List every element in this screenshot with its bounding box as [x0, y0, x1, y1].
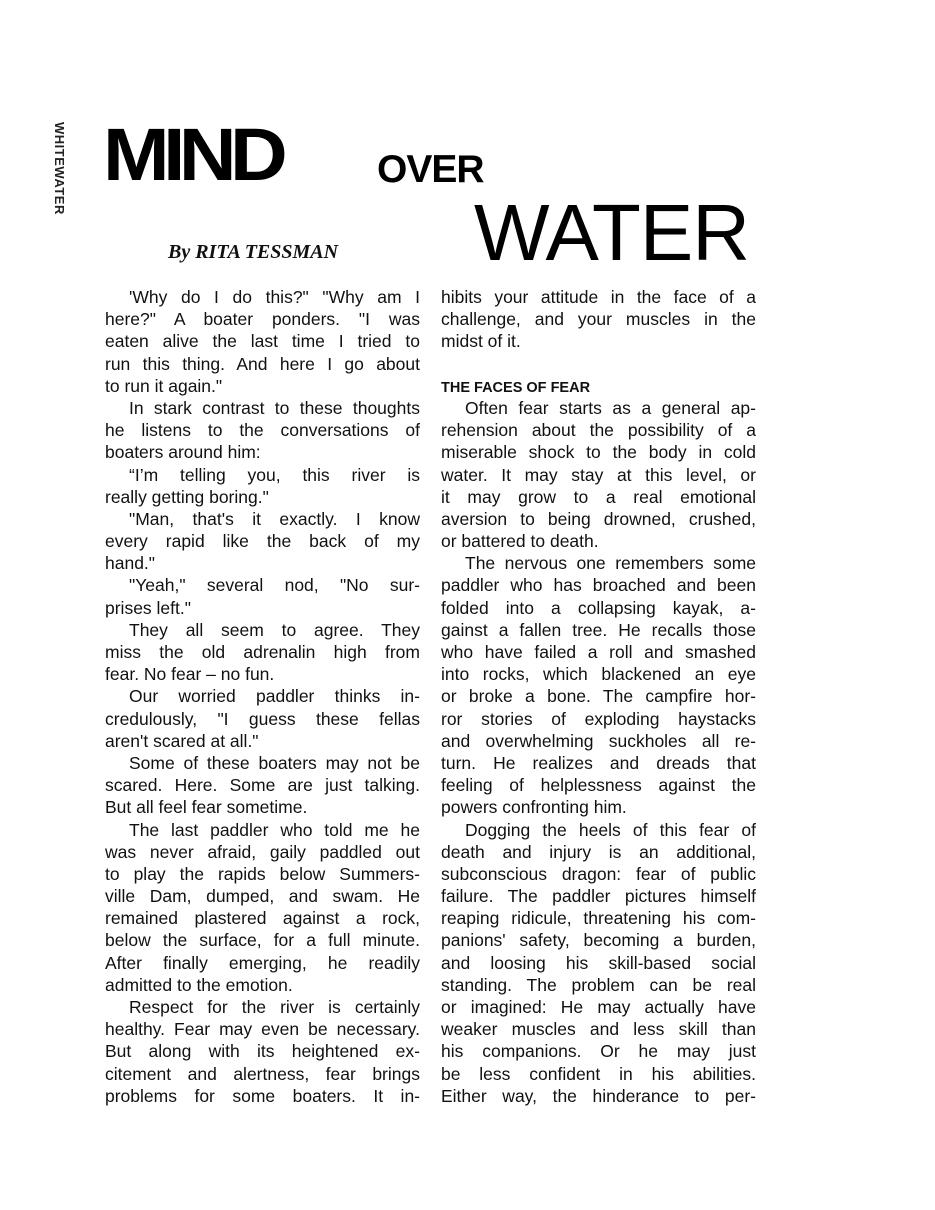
magazine-side-label: [51, 122, 71, 232]
text-line: They all seem to agree. They: [129, 619, 420, 640]
text-line: reaping ridicule, threatening his com-: [441, 908, 756, 929]
text-line: gainst a fallen tree. He recalls those: [441, 619, 756, 640]
text-line: "Yeah," several nod, "No sur-: [129, 575, 420, 596]
text-line: hibits your attitude in the face of a: [441, 287, 756, 307]
text-line: powers confronting him.: [441, 797, 627, 818]
text-line: ror stories of exploding haystacks: [441, 708, 756, 729]
text-line: Respect for the river is certainly: [129, 997, 420, 1017]
title-over: OVER: [377, 148, 484, 191]
text-line: "Man, that's it exactly. I know: [129, 508, 420, 529]
text-line: into rocks, which blackened an eye: [441, 664, 756, 685]
text-line: “I’m telling you, this river is: [129, 464, 420, 485]
text-line: weaker muscles and less skill than: [441, 1019, 756, 1040]
text-line: feeling of helplessness against the: [441, 775, 756, 796]
column-2-body: [441, 397, 756, 1107]
text-line: who have failed a roll and smashed: [441, 642, 756, 662]
text-line: panions' safety, becoming a burden,: [441, 930, 756, 951]
text-line: Dogging the heels of this fear of: [465, 819, 756, 840]
text-line: miss the old adrenalin high from: [105, 642, 420, 662]
text-line: subconscious dragon: fear of public: [441, 863, 756, 884]
column-2-intro: [441, 286, 756, 353]
text-line: Some of these boaters may not be: [129, 752, 420, 773]
text-line: and loosing his skill-based social: [441, 952, 756, 973]
text-line: boaters around him:: [105, 442, 261, 463]
spacer: [441, 353, 756, 375]
text-line: But along with its heightened ex-: [105, 1041, 420, 1062]
text-line: rehension about the possibility of a: [441, 420, 756, 441]
text-line: problems for some boaters. It in-: [105, 1085, 420, 1106]
text-line: admitted to the emotion.: [105, 974, 293, 995]
text-line: he listens to the conversations of: [105, 420, 420, 441]
text-line: his companions. Or he may just: [441, 1041, 756, 1062]
text-line: really getting boring.": [105, 486, 269, 507]
text-line: challenge, and your muscles in the: [441, 309, 756, 330]
text-line: to play the rapids below Summers-: [105, 863, 420, 884]
text-line: here?" A boater ponders. "I was: [105, 309, 420, 330]
text-line: Often fear starts as a general ap-: [465, 397, 756, 418]
text-line: failure. The paddler pictures himself: [441, 886, 756, 907]
text-line: scared. Here. Some are just talking.: [105, 775, 420, 796]
text-line: and overwhelming suckholes all re-: [441, 730, 756, 751]
column-1: [105, 286, 420, 1107]
text-line: Our worried paddler thinks in-: [129, 686, 420, 707]
text-line: miserable shock to the body in cold: [441, 442, 756, 463]
section-heading: THE FACES OF FEAR: [441, 379, 591, 396]
text-line: 'Why do I do this?" "Why am I: [129, 287, 420, 307]
text-line: aren't scared at all.": [105, 730, 259, 751]
text-line: be less confident in his abilities.: [441, 1063, 756, 1084]
text-line: or broke a bone. The campfire hor-: [441, 686, 756, 707]
text-line: below the surface, for a full minute.: [105, 930, 420, 951]
text-line: In stark contrast to these thoughts: [129, 397, 420, 418]
text-line: eaten alive the last time I tried to: [105, 331, 420, 352]
text-line: turn. He realizes and dreads that: [441, 752, 756, 773]
text-line: death and injury is an additional,: [441, 841, 756, 862]
text-line: or imagined: He may actually have: [441, 997, 756, 1017]
text-line: The last paddler who told me he: [129, 819, 420, 840]
text-line: fear. No fear – no fun.: [105, 664, 275, 685]
text-line: run this thing. And here I go about: [105, 353, 420, 374]
text-line: citement and alertness, fear brings: [105, 1063, 420, 1084]
title-water: WATER: [474, 188, 749, 277]
text-line: Either way, the hinderance to per-: [441, 1085, 756, 1106]
title-mind: MIND: [103, 113, 282, 196]
text-line: paddler who has broached and been: [441, 575, 756, 596]
text-line: aversion to being drowned, crushed,: [441, 508, 756, 529]
text-line: But all feel fear sometime.: [105, 797, 308, 818]
text-line: water. It may stay at this level, or: [441, 464, 756, 485]
text-line: After finally emerging, he readily: [105, 952, 420, 973]
text-line: standing. The problem can be real: [441, 974, 756, 995]
text-line: folded into a collapsing kayak, a-: [441, 597, 756, 618]
text-line: was never afraid, gaily paddled out: [105, 841, 420, 862]
text-line: every rapid like the back of my: [105, 531, 420, 552]
text-line: remained plastered against a rock,: [105, 908, 420, 929]
text-line: midst of it.: [441, 331, 521, 352]
text-line: The nervous one remembers some: [465, 553, 756, 574]
text-line: credulously, "I guess these fellas: [105, 708, 420, 729]
text-line: to run it again.": [105, 375, 223, 396]
text-line: hand.": [105, 553, 156, 574]
text-line: healthy. Fear may even be necessary.: [105, 1019, 420, 1040]
text-line: ville Dam, dumped, and swam. He: [105, 886, 420, 907]
byline: By RITA TESSMAN: [168, 241, 339, 263]
text-line: or battered to death.: [441, 531, 599, 552]
text-line: prises left.": [105, 597, 191, 618]
text-line: it may grow to a real emotional: [441, 486, 756, 507]
side-label-text: WHITEWATER: [52, 122, 67, 215]
column-2: [441, 286, 756, 1107]
